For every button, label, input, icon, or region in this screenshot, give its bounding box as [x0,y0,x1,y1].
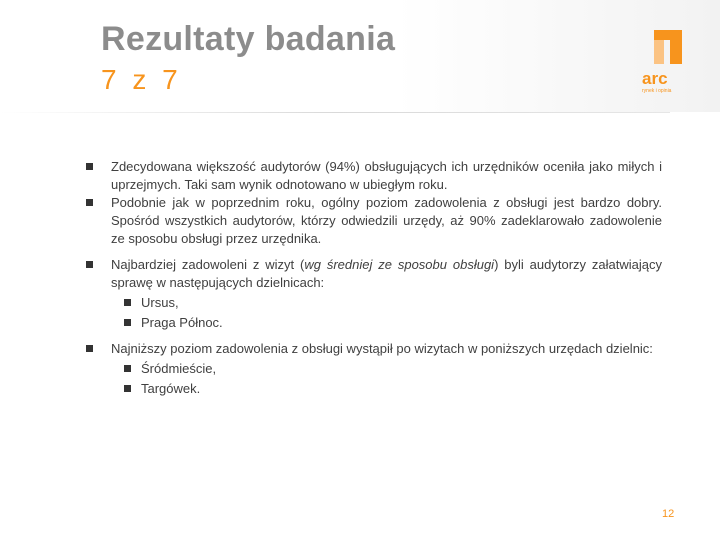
bullet-item [86,158,662,194]
sub-bullet-text: Ursus, [141,295,179,310]
slide-subtitle: 7 z 7 [101,64,182,95]
bullet-text: Najniższy poziom zadowolenia z obsługi wystąpił po wizytach w poniższych urzędach dzielnic: [111,341,653,356]
bullet-text: Zdecydowana większość audytorów (94%) obsługujących ich urzędników oceniła jako miłych i uprzejmych. Taki sam wynik odnotowano w ubiegłym roku. [111,159,662,192]
page-number: 12 [662,508,675,520]
square-bullet-icon [86,345,93,352]
bullet-item [86,194,662,248]
slide-content [86,158,662,398]
square-bullet-icon [124,299,131,306]
sub-bullet-text: Praga Północ. [141,315,223,330]
square-bullet-icon [86,163,93,170]
bullet-item [86,340,662,398]
square-bullet-icon [86,199,93,206]
bullet-text-part: ) byli audytorzy załatwiający sprawę w następujących dzielnicach: [111,257,662,290]
bullet-text-italic: wg średniej ze sposobu obsługi [304,257,495,272]
slide-title: Rezultaty badania [101,20,396,58]
square-bullet-icon [124,385,131,392]
header-divider [0,112,670,113]
sub-bullet-item [111,294,662,312]
sub-bullet-item [111,314,662,332]
sub-bullet-item [111,380,662,398]
bullet-item [86,256,662,332]
bullet-text-part: Najbardziej zadowoleni z wizyt ( [111,257,305,272]
arc-logo [640,28,696,94]
sub-bullet-text: Targówek. [141,381,201,396]
square-bullet-icon [124,365,131,372]
sub-bullet-text: Śródmieście, [141,361,217,376]
square-bullet-icon [86,261,93,268]
sub-bullet-item [111,360,662,378]
bullet-text: Podobnie jak w poprzednim roku, ogólny poziom zadowolenia z obsługi jest bardzo dobry. Spośród wszystkich audytorów, którzy odwiedzili urzędy, aż 90% zadeklarowało zadowolenie ze sposobu obsługi przez urzędnika. [111,195,662,246]
logo-text: arc [642,69,668,88]
square-bullet-icon [124,319,131,326]
logo-tagline: rynek i opinia [642,88,672,94]
